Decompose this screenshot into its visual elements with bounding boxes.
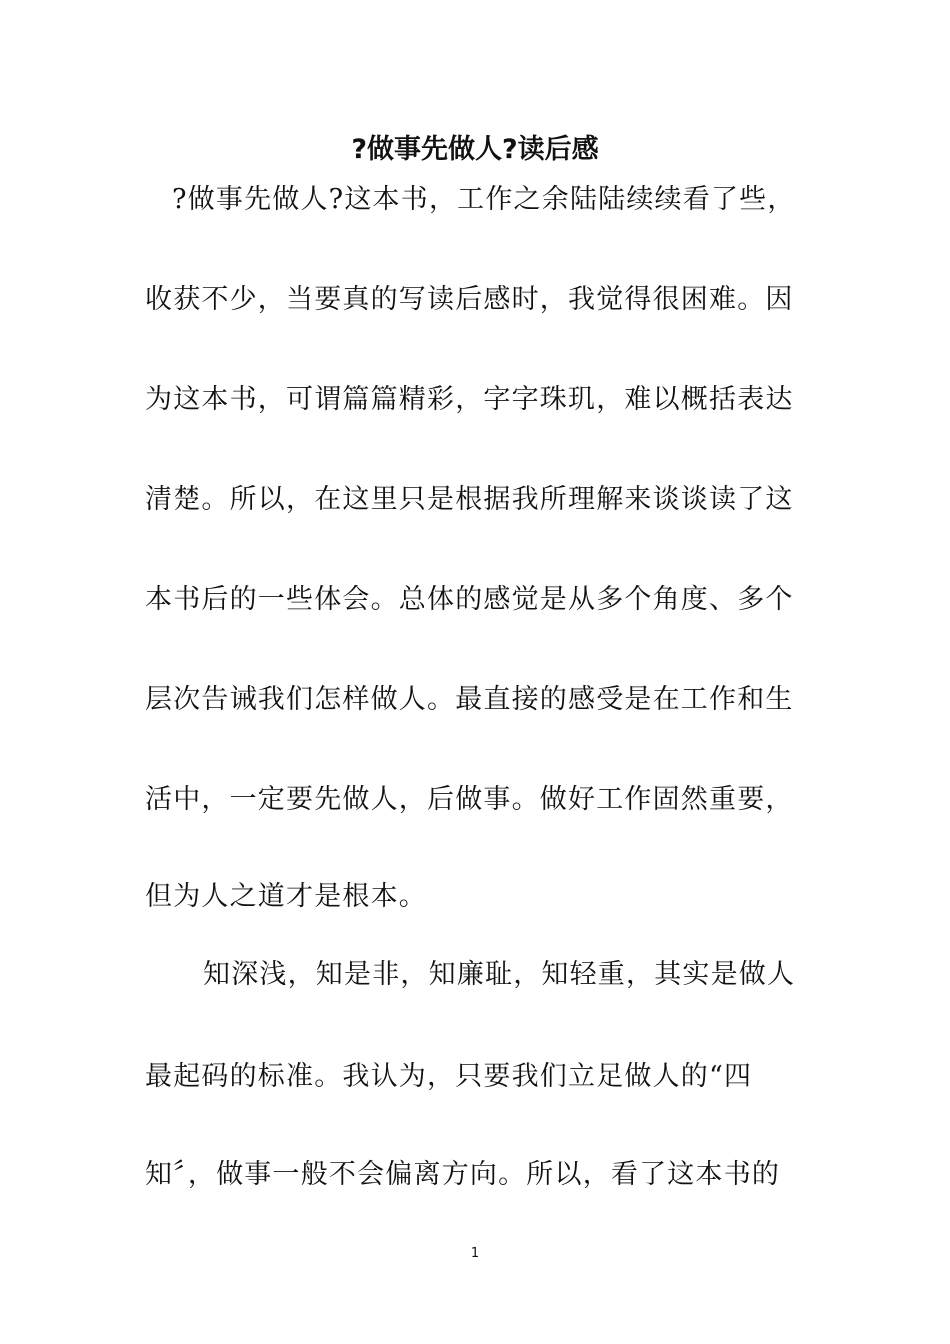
document-title: ?做事先做人?读后感 [351, 134, 599, 165]
paragraph-line: 清楚。所以，在这里只是根据我所理解来谈谈读了这 [145, 484, 794, 515]
paragraph-line: 层次告诫我们怎样做人。最直接的感受是在工作和生 [145, 684, 794, 715]
paragraph-line: 知深浅，知是非，知廉耻，知轻重，其实是做人 [203, 959, 796, 990]
paragraph-line: 为这本书，可谓篇篇精彩，字字珠玑，难以概括表达 [145, 384, 794, 415]
paragraph-line: ?做事先做人?这本书，工作之余陆陆续续看了些， [172, 184, 796, 215]
paragraph-line: 知〞，做事一般不会偏离方向。所以，看了这本书的 [145, 1159, 781, 1190]
paragraph-line: 最起码的标准。我认为，只要我们立足做人的“四 [145, 1061, 753, 1092]
paragraph-line: 但为人之道才是根本。 [145, 881, 427, 912]
paragraph-line: 收获不少，当要真的写读后感时，我觉得很困难。因 [145, 284, 794, 315]
paragraph-line: 本书后的一些体会。总体的感觉是从多个角度、多个 [145, 584, 794, 615]
paragraph-line: 活中，一定要先做人，后做事。做好工作固然重要， [145, 784, 794, 815]
page-number: 1 [470, 1246, 480, 1261]
